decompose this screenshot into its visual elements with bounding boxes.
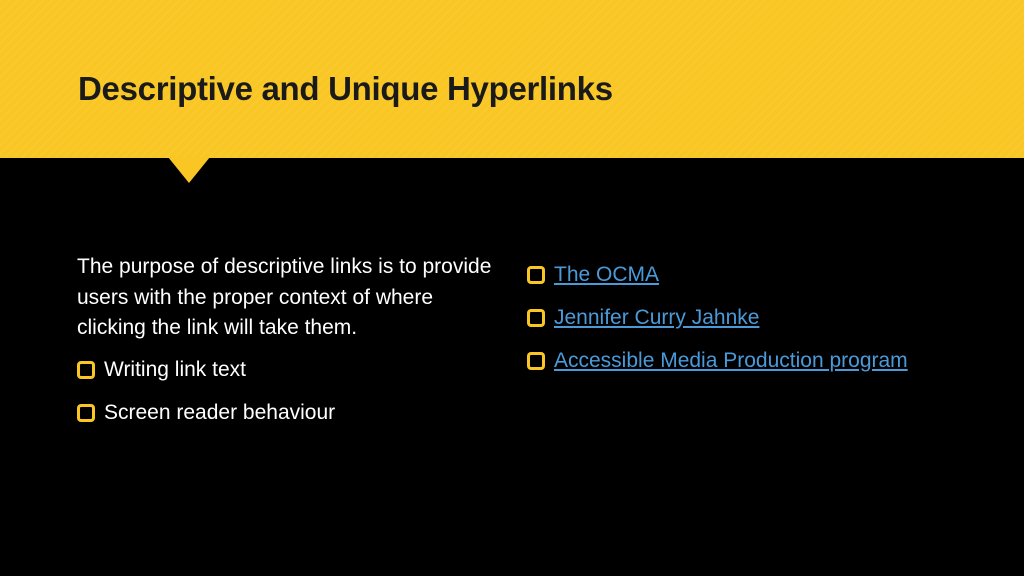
hollow-square-bullet-icon: [77, 361, 95, 379]
body-paragraph: The purpose of descriptive links is to provide users with the proper context of where clicking the link will take them.: [77, 255, 492, 339]
slide-title: Descriptive and Unique Hyperlinks: [78, 70, 613, 107]
list-item: [77, 349, 507, 392]
list-item: [527, 253, 1007, 296]
list-item: [527, 339, 1007, 382]
hollow-square-bullet-icon: [77, 404, 95, 422]
list-item: [527, 296, 1007, 339]
hollow-square-bullet-icon: [527, 309, 545, 327]
link-list: [527, 253, 1007, 382]
hollow-square-bullet-icon: [527, 266, 545, 284]
bullet-list: [77, 349, 507, 435]
bullet-text: Screen reader behaviour: [104, 401, 336, 424]
link-the-ocma[interactable]: The OCMA: [554, 262, 660, 286]
body-content: [77, 252, 507, 435]
hollow-square-bullet-icon: [527, 352, 545, 370]
link-accessible-media-production-program[interactable]: Accessible Media Production program: [554, 348, 908, 372]
list-item: [77, 392, 507, 435]
bullet-text: Writing link text: [104, 358, 246, 381]
link-jennifer-curry-jahnke[interactable]: Jennifer Curry Jahnke: [554, 305, 760, 329]
banner-notch: [168, 157, 210, 183]
links-content: [527, 253, 1007, 382]
title-banner: [0, 0, 1024, 158]
